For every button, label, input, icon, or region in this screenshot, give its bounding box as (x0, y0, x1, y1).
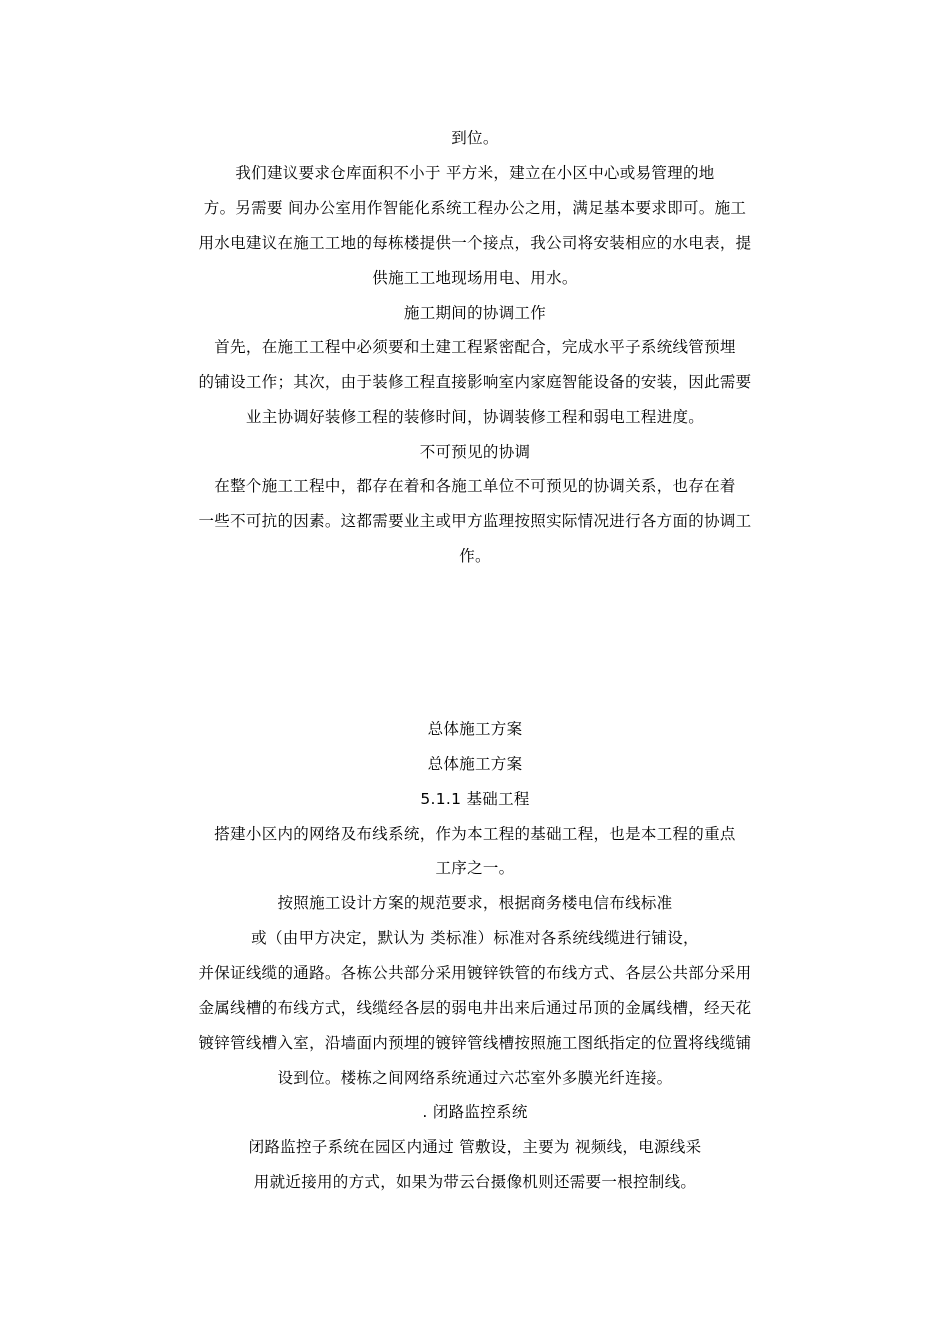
paragraph-line: 我们建议要求仓库面积不小于 平方米，建立在小区中心或易管理的地 (235, 164, 715, 182)
paragraph-line: 工序之一。 (435, 859, 515, 877)
paragraph-line: 的铺设工作；其次，由于装修工程直接影响室内家庭智能设备的安装，因此需要 (198, 373, 752, 391)
paragraph-line: 闭路监控子系统在园区内通过 管敷设，主要为 视频线，电源线采 (248, 1138, 702, 1156)
section-heading: 不可预见的协调 (419, 443, 531, 461)
section-heading: 5.1.1 基础工程 (420, 790, 530, 808)
paragraph-line: 用水电建议在施工工地的每栋楼提供一个接点，我公司将安装相应的水电表，提 (198, 234, 752, 252)
section-heading: 总体施工方案 (427, 755, 523, 773)
paragraph-line: 到位。 (451, 129, 499, 147)
paragraph-line: 供施工工地现场用电、用水。 (372, 269, 578, 287)
paragraph-line: 用就近接用的方式，如果为带云台摄像机则还需要一根控制线。 (253, 1173, 697, 1191)
section-heading: 施工期间的协调工作 (403, 304, 547, 322)
paragraph-line: 设到位。楼栋之间网络系统通过六芯室外多膜光纤连接。 (277, 1069, 673, 1087)
paragraph-line: 作。 (459, 547, 491, 565)
section-heading: 总体施工方案 (427, 720, 523, 738)
paragraph-line: 首先，在施工工程中必须要和土建工程紧密配合，完成水平子系统线管预埋 (214, 338, 736, 356)
paragraph-line: 方。另需要 间办公室用作智能化系统工程办公之用，满足基本要求即可。施工 (203, 199, 747, 217)
paragraph-line: 或（由甲方决定，默认为 类标准）标准对各系统线缆进行铺设， (251, 929, 699, 947)
paragraph-line: 并保证线缆的通路。各栋公共部分采用镀锌铁管的布线方式、各层公共部分采用 (198, 964, 752, 982)
paragraph-line: 金属线槽的布线方式，线缆经各层的弱电井出来后通过吊顶的金属线槽，经天花 (198, 999, 752, 1017)
section-heading: . 闭路监控系统 (422, 1103, 528, 1121)
paragraph-line: 搭建小区内的网络及布线系统，作为本工程的基础工程，也是本工程的重点 (214, 825, 736, 843)
paragraph-line: 在整个施工工程中，都存在着和各施工单位不可预见的协调关系，也存在着 (214, 477, 736, 495)
paragraph-line: 一些不可抗的因素。这都需要业主或甲方监理按照实际情况进行各方面的协调工 (198, 512, 752, 530)
paragraph-line: 按照施工设计方案的规范要求，根据商务楼电信布线标准 (277, 894, 673, 912)
paragraph-line: 业主协调好装修工程的装修时间，协调装修工程和弱电工程进度。 (245, 408, 705, 426)
paragraph-line: 镀锌管线槽入室，沿墙面内预埋的镀锌管线槽按照施工图纸指定的位置将线缆铺 (198, 1034, 752, 1052)
